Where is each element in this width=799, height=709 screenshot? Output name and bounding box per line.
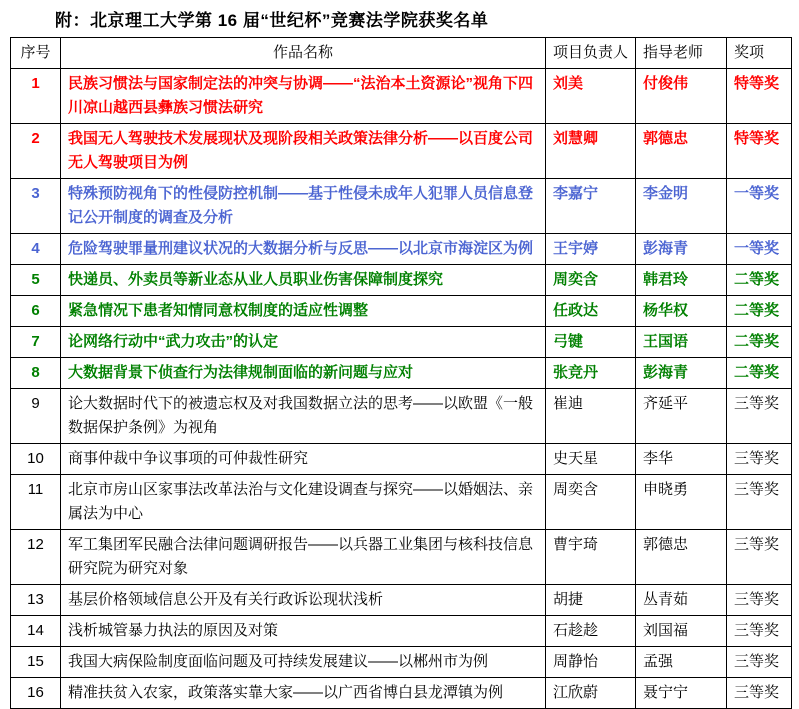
table-row (11, 647, 792, 678)
award-name: 特等奖 (727, 124, 792, 179)
row-number: 9 (11, 389, 61, 444)
table-row (11, 296, 792, 327)
award-name: 一等奖 (727, 234, 792, 265)
table-row (11, 444, 792, 475)
table-row (11, 179, 792, 234)
project-leader: 史天星 (546, 444, 636, 475)
table-row (11, 234, 792, 265)
table-header-row (11, 38, 792, 69)
table-row (11, 69, 792, 124)
column-header-number: 序号 (11, 38, 61, 69)
row-number: 1 (11, 69, 61, 124)
work-title: 精准扶贫入农家，政策落实靠大家——以广西省博白县龙潭镇为例 (61, 678, 546, 709)
advisor-name: 刘国福 (636, 616, 727, 647)
column-header-work-title: 作品名称 (61, 38, 546, 69)
advisor-name: 李华 (636, 444, 727, 475)
advisor-name: 申晓勇 (636, 475, 727, 530)
project-leader: 曹宇琦 (546, 530, 636, 585)
award-name: 三等奖 (727, 678, 792, 709)
advisor-name: 郭德忠 (636, 530, 727, 585)
row-number: 11 (11, 475, 61, 530)
table-row (11, 616, 792, 647)
table-body (11, 69, 792, 709)
work-title: 大数据背景下侦查行为法律规制面临的新问题与应对 (61, 358, 546, 389)
table-row (11, 530, 792, 585)
award-table (10, 37, 792, 709)
advisor-name: 杨华权 (636, 296, 727, 327)
row-number: 7 (11, 327, 61, 358)
work-title: 军工集团军民融合法律问题调研报告——以兵器工业集团与核科技信息研究院为研究对象 (61, 530, 546, 585)
work-title: 北京市房山区家事法改革法治与文化建设调查与探究——以婚姻法、亲属法为中心 (61, 475, 546, 530)
project-leader: 崔迪 (546, 389, 636, 444)
work-title: 我国无人驾驶技术发展现状及现阶段相关政策法律分析——以百度公司无人驾驶项目为例 (61, 124, 546, 179)
project-leader: 张竞丹 (546, 358, 636, 389)
award-name: 二等奖 (727, 327, 792, 358)
row-number: 14 (11, 616, 61, 647)
project-leader: 周静怡 (546, 647, 636, 678)
project-leader: 李嘉宁 (546, 179, 636, 234)
document-page (0, 6, 799, 701)
advisor-name: 齐延平 (636, 389, 727, 444)
advisor-name: 王国语 (636, 327, 727, 358)
award-name: 三等奖 (727, 530, 792, 585)
table-row (11, 389, 792, 444)
work-title: 浅析城管暴力执法的原因及对策 (61, 616, 546, 647)
row-number: 15 (11, 647, 61, 678)
table-row (11, 265, 792, 296)
advisor-name: 聂宁宁 (636, 678, 727, 709)
project-leader: 任政达 (546, 296, 636, 327)
advisor-name: 彭海青 (636, 358, 727, 389)
column-header-award: 奖项 (727, 38, 792, 69)
work-title: 民族习惯法与国家制定法的冲突与协调——“法治本土资源论”视角下四川凉山越西县彝族习惯法研究 (61, 69, 546, 124)
row-number: 12 (11, 530, 61, 585)
project-leader: 弓键 (546, 327, 636, 358)
work-title: 我国大病保险制度面临问题及可持续发展建议——以郴州市为例 (61, 647, 546, 678)
award-name: 三等奖 (727, 444, 792, 475)
row-number: 6 (11, 296, 61, 327)
row-number: 4 (11, 234, 61, 265)
table-row (11, 678, 792, 709)
work-title: 危险驾驶罪量刑建议状况的大数据分析与反思——以北京市海淀区为例 (61, 234, 546, 265)
award-name: 二等奖 (727, 358, 792, 389)
advisor-name: 丛青茹 (636, 585, 727, 616)
column-header-advisor: 指导老师 (636, 38, 727, 69)
award-name: 特等奖 (727, 69, 792, 124)
row-number: 13 (11, 585, 61, 616)
award-name: 三等奖 (727, 616, 792, 647)
table-row (11, 585, 792, 616)
award-name: 三等奖 (727, 585, 792, 616)
work-title: 特殊预防视角下的性侵防控机制——基于性侵未成年人犯罪人员信息登记公开制度的调查及分析 (61, 179, 546, 234)
award-name: 二等奖 (727, 265, 792, 296)
row-number: 2 (11, 124, 61, 179)
work-title: 紧急情况下患者知情同意权制度的适应性调整 (61, 296, 546, 327)
project-leader: 胡捷 (546, 585, 636, 616)
advisor-name: 付俊伟 (636, 69, 727, 124)
advisor-name: 韩君玲 (636, 265, 727, 296)
award-name: 三等奖 (727, 389, 792, 444)
advisor-name: 郭德忠 (636, 124, 727, 179)
project-leader: 周奕含 (546, 265, 636, 296)
work-title: 商事仲裁中争议事项的可仲裁性研究 (61, 444, 546, 475)
row-number: 8 (11, 358, 61, 389)
column-header-project-leader: 项目负责人 (546, 38, 636, 69)
work-title: 快递员、外卖员等新业态从业人员职业伤害保障制度探究 (61, 265, 546, 296)
table-row (11, 475, 792, 530)
row-number: 16 (11, 678, 61, 709)
award-name: 二等奖 (727, 296, 792, 327)
advisor-name: 孟强 (636, 647, 727, 678)
project-leader: 周奕含 (546, 475, 636, 530)
award-name: 三等奖 (727, 647, 792, 678)
project-leader: 刘美 (546, 69, 636, 124)
project-leader: 刘慧卿 (546, 124, 636, 179)
row-number: 10 (11, 444, 61, 475)
advisor-name: 彭海青 (636, 234, 727, 265)
row-number: 5 (11, 265, 61, 296)
award-name: 三等奖 (727, 475, 792, 530)
work-title: 论大数据时代下的被遗忘权及对我国数据立法的思考——以欧盟《一般数据保护条例》为视角 (61, 389, 546, 444)
table-row (11, 327, 792, 358)
row-number: 3 (11, 179, 61, 234)
work-title: 论网络行动中“武力攻击”的认定 (61, 327, 546, 358)
work-title: 基层价格领域信息公开及有关行政诉讼现状浅析 (61, 585, 546, 616)
project-leader: 王宇婷 (546, 234, 636, 265)
table-row (11, 358, 792, 389)
award-name: 一等奖 (727, 179, 792, 234)
advisor-name: 李金明 (636, 179, 727, 234)
page-title: 附：北京理工大学第 16 届“世纪杯”竞赛法学院获奖名单 (55, 11, 489, 30)
project-leader: 江欣蔚 (546, 678, 636, 709)
project-leader: 石趁趁 (546, 616, 636, 647)
table-row (11, 124, 792, 179)
